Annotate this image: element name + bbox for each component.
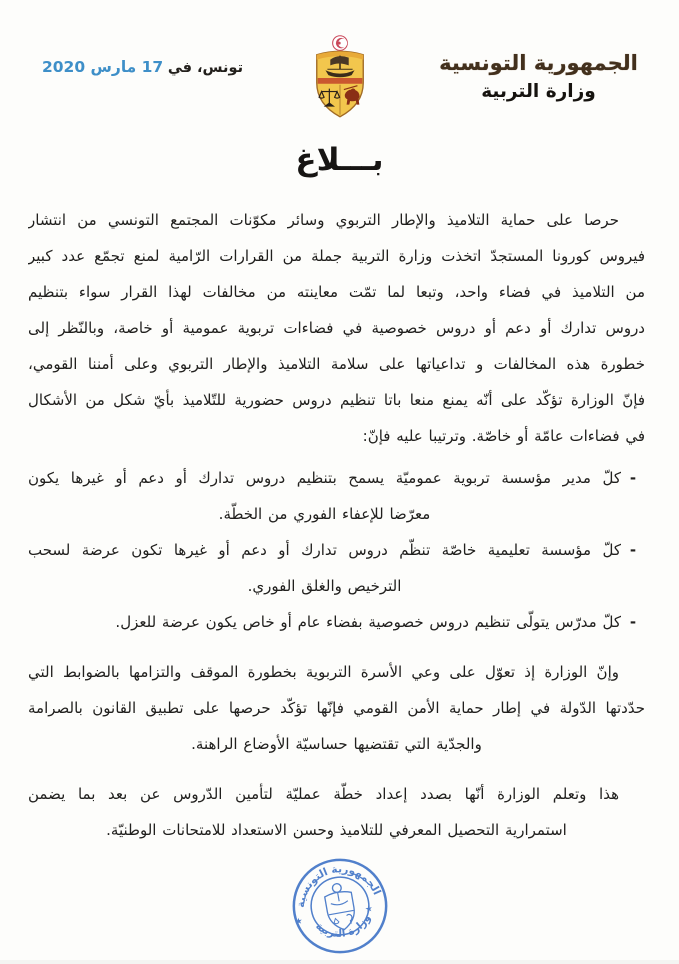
sanctions-list xyxy=(28,460,645,640)
paragraph-enforcement xyxy=(28,654,645,762)
republic-title: الجمهورية التونسية xyxy=(439,51,638,75)
paragraph-intro xyxy=(28,202,645,454)
bullet-dash-icon: - xyxy=(629,541,637,559)
text-line: والجدّية التي تقتضيها حساسيّة الأوضاع الراهنة. xyxy=(191,735,482,753)
text-line: حدّدتها الدّولة في إطار حماية الأمن القومي فإنّها تؤكّد حرصها على تطبيق القانون بالصرامة xyxy=(28,699,645,717)
text-line: من التلاميذ في فضاء واحد، وتبعا لما تمّت معاينته من مخالفات لهذا القرار سواء بتنظيم xyxy=(28,283,645,301)
emblem-block xyxy=(285,34,395,120)
text-line: معرّضا للإعفاء الفوري من الخطّة. xyxy=(218,505,431,523)
text-line: كلّ مدير مؤسسة تربوية عموميّة يسمح بتنظيم دروس تدارك أو دعم أو غيرها يكون xyxy=(28,469,621,487)
date-stamp: 17 مارس 2020 xyxy=(41,58,164,76)
text-line: خطورة هذه المخالفات و تداعياتها على سلامة التلاميذ والإطار التربوي وعلى أمننا القومي، xyxy=(28,355,645,373)
bullet-dash-icon: - xyxy=(629,469,637,487)
text-line: دروس تدارك أو دعم أو دروس خصوصية في فضاءات تربوية عمومية أو خاصة، وبالنّظر إلى xyxy=(28,319,645,337)
stamp-star-left-icon: ★ xyxy=(293,916,304,928)
bullet-dash-icon: - xyxy=(629,613,637,631)
text-line: الترخيص والغلق الفوري. xyxy=(247,577,402,595)
communique-title: بـــلاغ xyxy=(295,142,384,178)
stamp-bottom-text: وزارة التربية xyxy=(312,912,373,940)
list-item-private-school xyxy=(28,532,645,604)
body-text xyxy=(28,202,645,848)
tunisia-coat-of-arms-icon xyxy=(309,34,371,120)
list-item-director xyxy=(28,460,645,532)
text-line: كلّ مؤسسة تعليمية خاصّة تنظّم دروس تدارك أو دعم أو غيرها تكون عرضة لسحب xyxy=(28,541,621,559)
text-line: وإنّ الوزارة إذ تعوّل على وعي الأسرة التربوية بخطورة الموقف والتزامها بالضوابط التي xyxy=(28,663,619,681)
stamp-area xyxy=(0,856,679,956)
text-line: فيروس كورونا المستجدّ اتخذت وزارة التربية جملة من القرارات الرّامية لمنع تجمّع عدد كبير xyxy=(28,247,645,265)
text-line: حرصا على حماية التلاميذ والإطار التربوي وسائر مكوّنات المجتمع التونسي من انتشار xyxy=(28,211,619,229)
stamp-top-text: الجمهورية التونسية xyxy=(294,863,383,909)
ministry-stamp-icon xyxy=(282,848,398,964)
text-line: استمرارية التحصيل المعرفي للتلاميذ وحسن الاستعداد للامتحانات الوطنيّة. xyxy=(106,821,567,839)
text-line: فإنّ الوزارة تؤكّد على أنّه يمنع منعا باتا تنظيم دروس حضورية للتّلاميذ بأيّ شكل من الأشكال xyxy=(28,391,645,409)
date-place-label: تونس، في xyxy=(167,60,244,76)
banner xyxy=(317,78,362,84)
paragraph-remote-learning xyxy=(28,776,645,848)
stamp-star-right-icon: ★ xyxy=(363,904,374,916)
header xyxy=(0,0,679,126)
ministry-title: وزارة التربية xyxy=(481,81,596,102)
letterhead-block xyxy=(426,34,651,106)
list-item-teacher xyxy=(28,604,645,640)
text-line: كلّ مدرّس يتولّى تنظيم دروس خصوصية بفضاء عام أو خاص يكون عرضة للعزل. xyxy=(115,613,621,631)
text-line: في فضاءات عامّة أو خاصّة. وترتيبا عليه فإنّ: xyxy=(362,427,645,445)
text-line: هذا وتعلم الوزارة أنّها بصدد إعداد خطّة عمليّة لتأمين الدّروس عن بعد بما يضمن xyxy=(28,785,619,803)
stamp-emblem xyxy=(322,881,357,932)
crescent-star-icon xyxy=(332,36,347,51)
date-block xyxy=(28,34,253,76)
